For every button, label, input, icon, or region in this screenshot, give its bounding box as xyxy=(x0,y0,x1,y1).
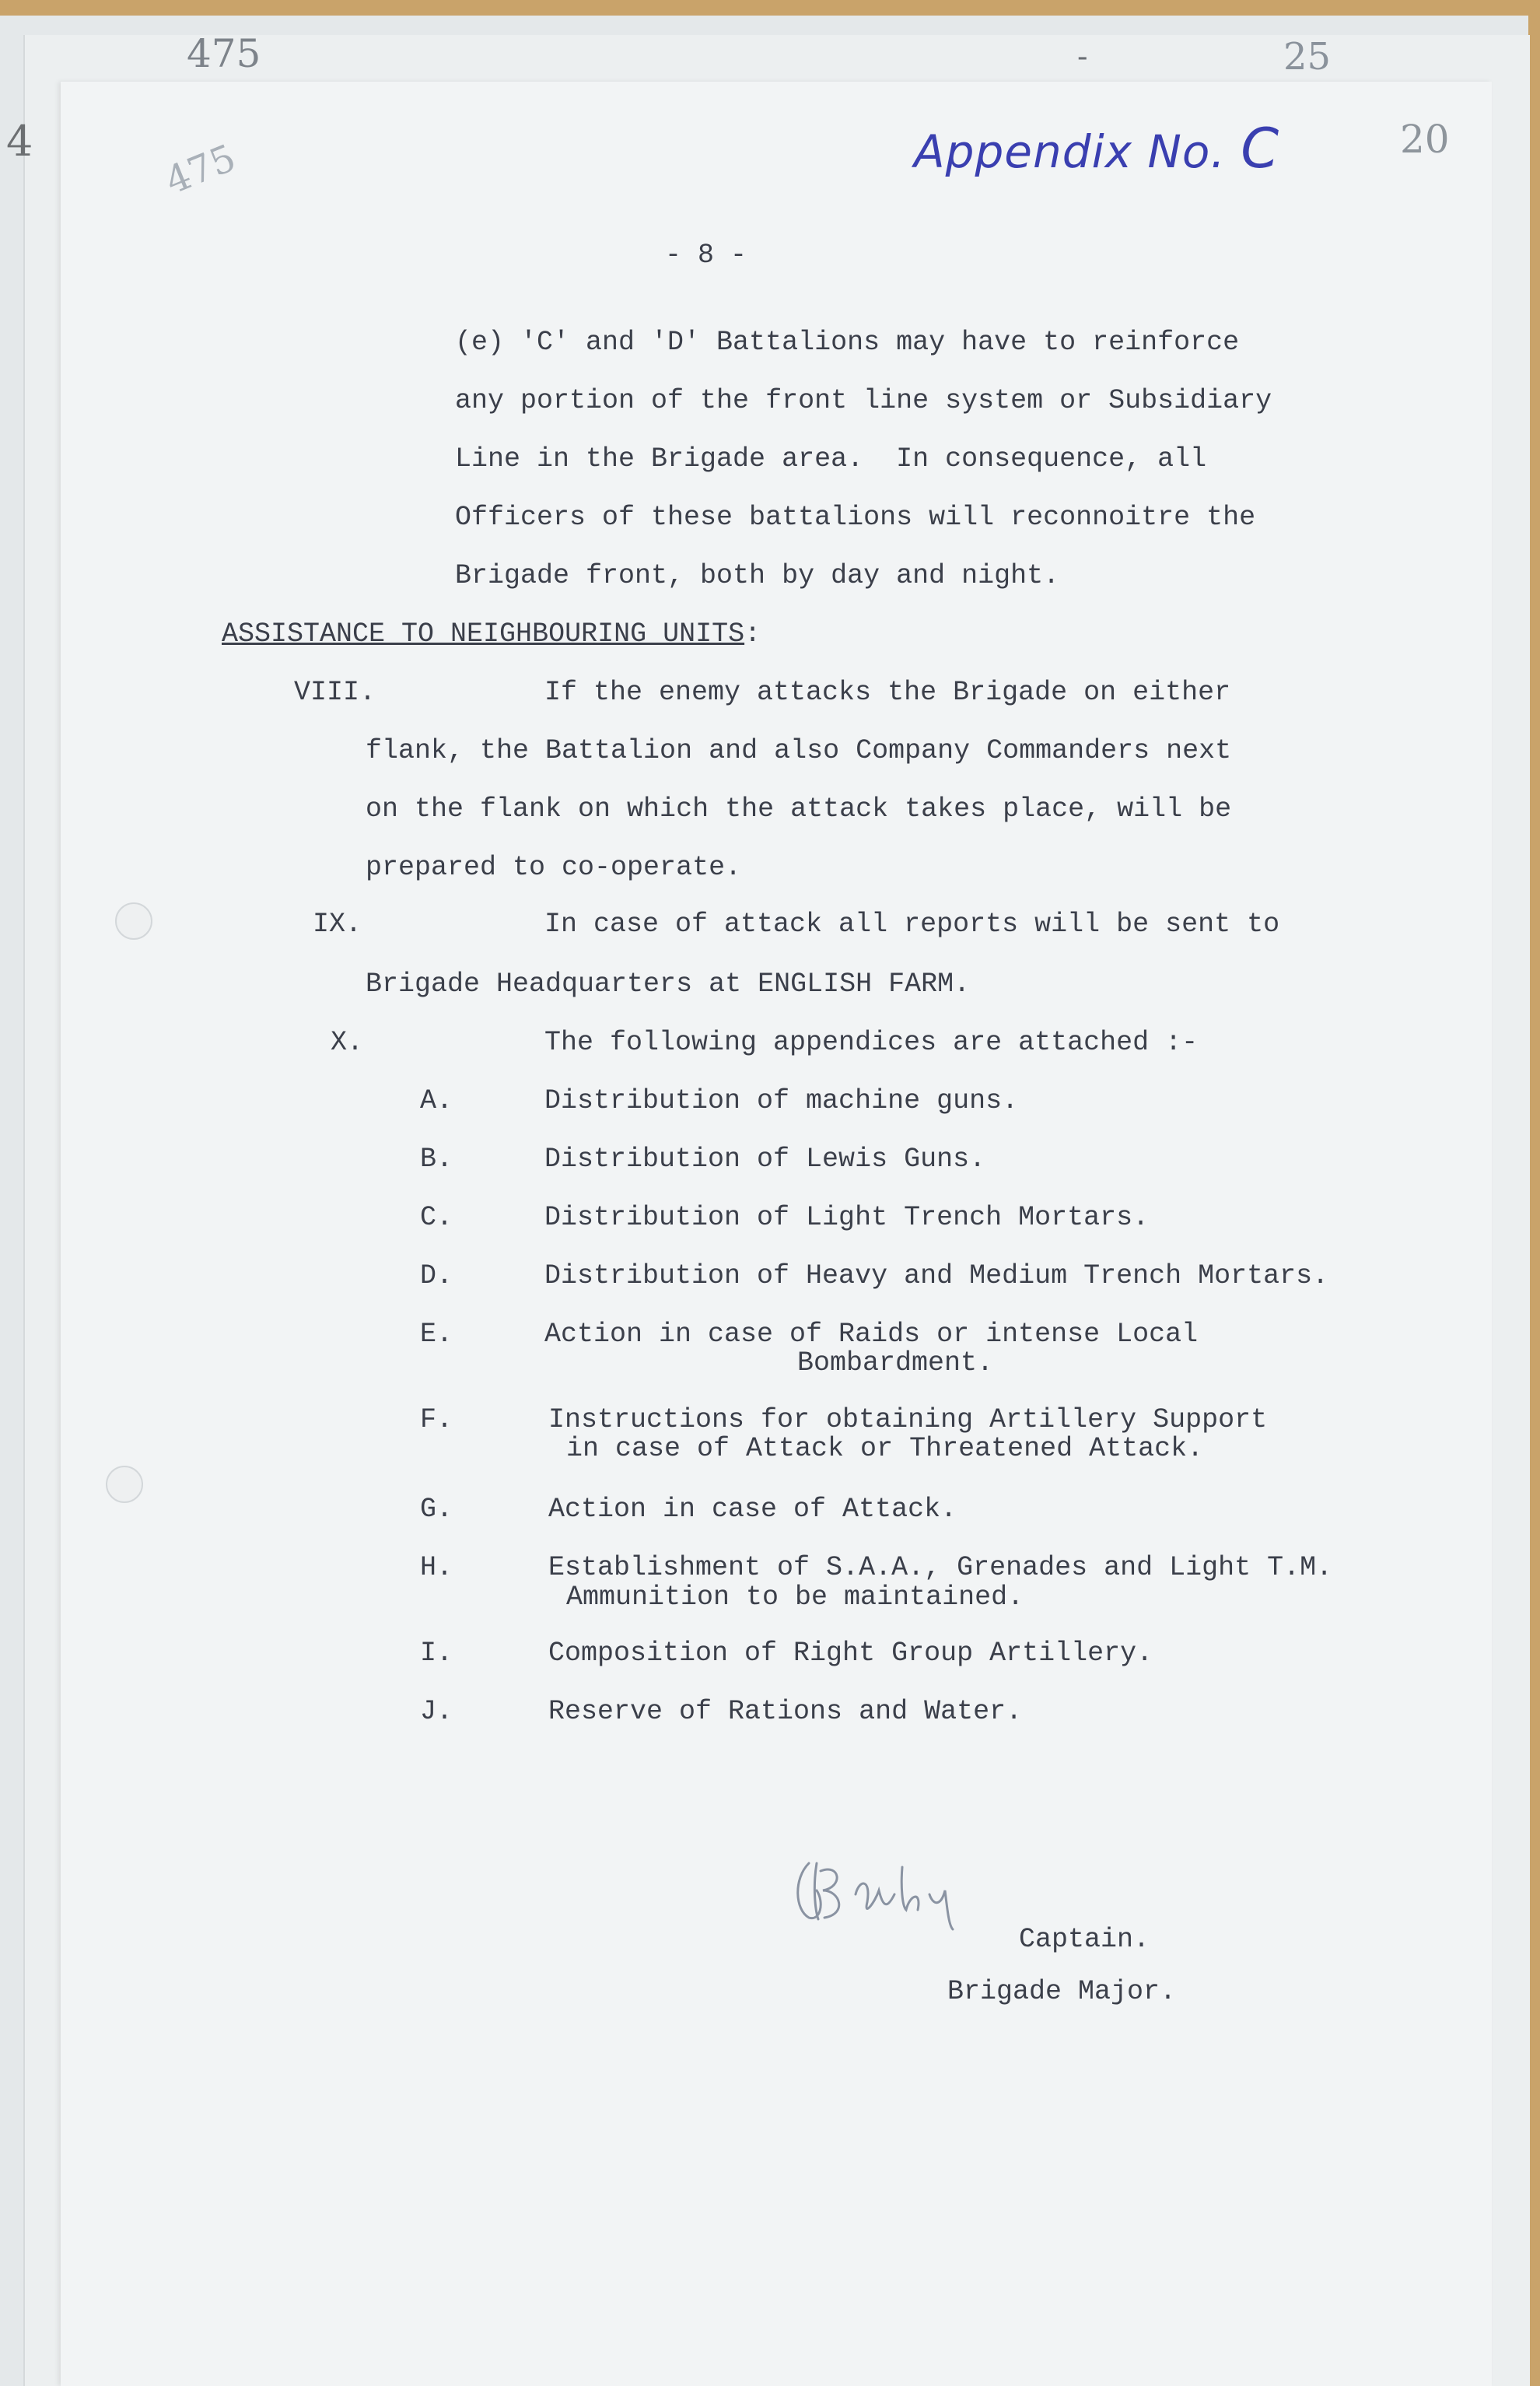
para-viii-line: prepared to co-operate. xyxy=(366,852,742,883)
appendix-title-cont: Ammunition to be maintained. xyxy=(566,1582,1024,1613)
section-heading xyxy=(222,618,761,650)
appendix-title: Distribution of Light Trench Mortars. xyxy=(544,1202,1150,1233)
page-folio-number: 20 xyxy=(1400,117,1450,162)
document-page xyxy=(61,82,1492,2386)
para-viii-line: on the flank on which the attack takes place, will be xyxy=(366,794,1232,825)
appendix-title: Composition of Right Group Artillery. xyxy=(548,1638,1153,1669)
paragraph-e-line: (e) 'C' and 'D' Battalions may have to reinforce xyxy=(455,327,1240,358)
punch-hole-lower xyxy=(106,1466,143,1503)
paragraph-e-line: Officers of these battalions will reconnoitre the xyxy=(455,502,1256,533)
paragraph-e-line: any portion of the front line system or Subsidiary xyxy=(455,385,1272,416)
para-ix-line: In case of attack all reports will be sent to xyxy=(544,909,1280,940)
section-heading-colon: : xyxy=(744,618,761,650)
page-number: - 8 - xyxy=(665,240,747,271)
appendix-stamp-prefix: Appendix No. xyxy=(914,125,1226,178)
appendix-letter: J. xyxy=(420,1696,453,1727)
appendix-title-cont: in case of Attack or Threatened Attack. xyxy=(566,1433,1204,1464)
para-x-number: X. xyxy=(331,1027,364,1058)
section-heading-text: ASSISTANCE TO NEIGHBOURING UNITS xyxy=(222,618,745,650)
paragraph-e-line: Line in the Brigade area. In consequence, all xyxy=(455,443,1207,475)
appendix-stamp-letter: C xyxy=(1241,117,1280,180)
appendix-title: Action in case of Raids or intense Local xyxy=(544,1319,1199,1350)
appendix-letter: D. xyxy=(420,1260,453,1291)
top-dash: - xyxy=(1077,39,1088,75)
top-right-number: 25 xyxy=(1283,35,1332,79)
pencil-folio-mark: 475 xyxy=(159,135,242,204)
para-viii-line: If the enemy attacks the Brigade on either xyxy=(544,677,1231,708)
appendix-letter: F. xyxy=(420,1404,453,1435)
appendix-title-cont: Bombardment. xyxy=(797,1347,994,1379)
appendix-letter: H. xyxy=(420,1552,453,1583)
appendix-title: Reserve of Rations and Water. xyxy=(548,1696,1023,1727)
para-viii-number: VIII. xyxy=(294,677,376,708)
para-viii-line: flank, the Battalion and also Company Commanders next xyxy=(366,735,1232,766)
appendix-title: Distribution of Heavy and Medium Trench Mortars. xyxy=(544,1260,1329,1291)
appendix-stamp xyxy=(914,117,1279,180)
top-pencil-number: 475 xyxy=(187,31,261,76)
appendix-letter: C. xyxy=(420,1202,453,1233)
appendix-title: Establishment of S.A.A., Grenades and Light T.M. xyxy=(548,1552,1333,1583)
appendix-letter: A. xyxy=(420,1085,453,1116)
appendix-letter: B. xyxy=(420,1144,453,1175)
appendix-title: Distribution of Lewis Guns. xyxy=(544,1144,986,1175)
appendix-letter: G. xyxy=(420,1494,453,1525)
para-ix-line: Brigade Headquarters at ENGLISH FARM. xyxy=(366,969,971,1000)
appendix-letter: E. xyxy=(420,1319,453,1350)
para-x-text: The following appendices are attached :- xyxy=(544,1027,1199,1058)
appendix-title: Distribution of machine guns. xyxy=(544,1085,1019,1116)
signature-rank: Captain. xyxy=(1019,1924,1150,1955)
para-ix-number: IX. xyxy=(313,909,362,940)
appendix-letter: I. xyxy=(420,1638,453,1669)
paragraph-e-line: Brigade front, both by day and night. xyxy=(455,560,1060,591)
appendix-title: Action in case of Attack. xyxy=(548,1494,957,1525)
appendix-title: Instructions for obtaining Artillery Support xyxy=(548,1404,1268,1435)
punch-hole-upper xyxy=(115,902,152,940)
signature-title: Brigade Major. xyxy=(947,1976,1177,2007)
handwritten-signature xyxy=(786,1848,972,1933)
corner-pencil-mark: 4 xyxy=(6,117,33,166)
